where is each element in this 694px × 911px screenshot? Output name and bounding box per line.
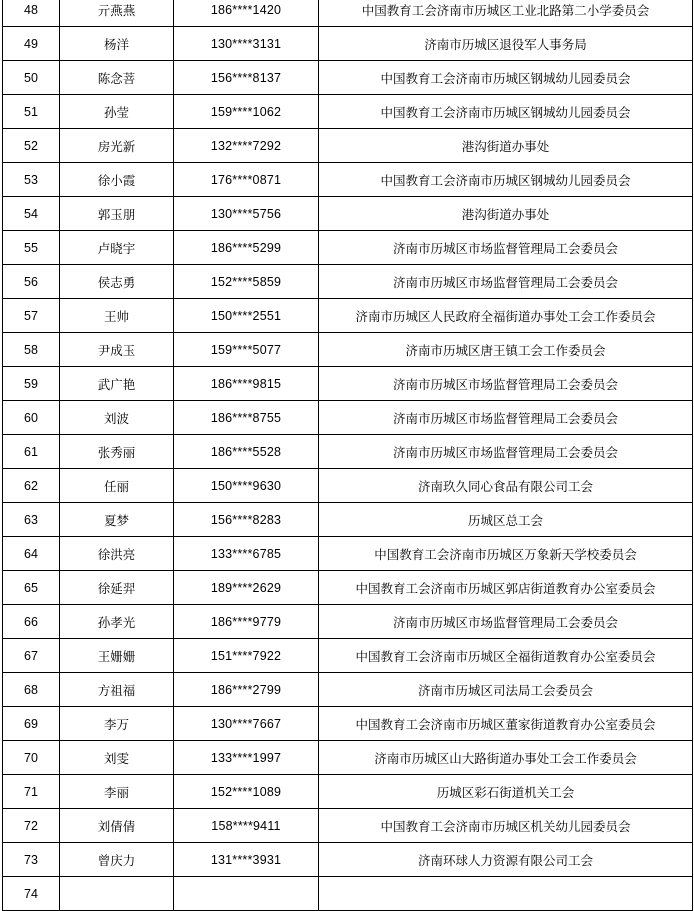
member-name: 任丽	[60, 469, 174, 503]
table-row	[3, 0, 693, 27]
member-phone: 186****9815	[174, 367, 319, 401]
member-organization: 济南市历城区市场监督管理局工会委员会	[319, 367, 693, 401]
table-row	[3, 843, 693, 877]
member-name: 徐洪亮	[60, 537, 174, 571]
member-phone: 151****7922	[174, 639, 319, 673]
table-row	[3, 299, 693, 333]
member-phone: 152****5859	[174, 265, 319, 299]
member-name: 张秀丽	[60, 435, 174, 469]
member-name: 侯志勇	[60, 265, 174, 299]
row-index: 68	[3, 673, 60, 707]
member-phone: 186****5528	[174, 435, 319, 469]
member-phone: 130****7667	[174, 707, 319, 741]
row-index: 71	[3, 775, 60, 809]
member-phone: 158****9411	[174, 809, 319, 843]
member-phone: 156****8283	[174, 503, 319, 537]
row-index: 54	[3, 197, 60, 231]
member-organization: 济南市历城区市场监督管理局工会委员会	[319, 265, 693, 299]
member-organization: 济南环球人力资源有限公司工会	[319, 843, 693, 877]
table-row	[3, 469, 693, 503]
member-organization: 济南市历城区司法局工会委员会	[319, 673, 693, 707]
table-row	[3, 503, 693, 537]
member-organization: 中国教育工会济南市历城区机关幼儿园委员会	[319, 809, 693, 843]
member-phone: 186****2799	[174, 673, 319, 707]
member-organization: 港沟街道办事处	[319, 197, 693, 231]
member-name: 亓燕燕	[60, 0, 174, 27]
row-index: 65	[3, 571, 60, 605]
row-index: 50	[3, 61, 60, 95]
member-name: 刘波	[60, 401, 174, 435]
member-phone: 186****5299	[174, 231, 319, 265]
member-organization	[319, 877, 693, 911]
table-row	[3, 367, 693, 401]
member-name: 李万	[60, 707, 174, 741]
member-organization: 济南玖久同心食品有限公司工会	[319, 469, 693, 503]
member-name: 夏梦	[60, 503, 174, 537]
row-index: 57	[3, 299, 60, 333]
row-index: 56	[3, 265, 60, 299]
table-row	[3, 605, 693, 639]
member-name: 房光新	[60, 129, 174, 163]
member-name: 陈念菩	[60, 61, 174, 95]
row-index: 70	[3, 741, 60, 775]
table-row	[3, 673, 693, 707]
row-index: 64	[3, 537, 60, 571]
member-phone: 156****8137	[174, 61, 319, 95]
member-name: 王帅	[60, 299, 174, 333]
member-phone: 186****9779	[174, 605, 319, 639]
member-organization: 港沟街道办事处	[319, 129, 693, 163]
row-index: 62	[3, 469, 60, 503]
member-organization: 中国教育工会济南市历城区全福街道教育办公室委员会	[319, 639, 693, 673]
table-row	[3, 775, 693, 809]
member-name: 孙莹	[60, 95, 174, 129]
member-name	[60, 877, 174, 911]
table-row	[3, 401, 693, 435]
member-phone: 159****5077	[174, 333, 319, 367]
member-organization: 中国教育工会济南市历城区万象新天学校委员会	[319, 537, 693, 571]
member-phone: 150****2551	[174, 299, 319, 333]
member-organization: 中国教育工会济南市历城区董家街道教育办公室委员会	[319, 707, 693, 741]
member-phone: 132****7292	[174, 129, 319, 163]
row-index: 66	[3, 605, 60, 639]
table-row	[3, 231, 693, 265]
member-phone: 133****1997	[174, 741, 319, 775]
row-index: 58	[3, 333, 60, 367]
member-name: 李丽	[60, 775, 174, 809]
member-organization: 济南市历城区市场监督管理局工会委员会	[319, 435, 693, 469]
table-row	[3, 435, 693, 469]
member-organization: 济南市历城区人民政府全福街道办事处工会工作委员会	[319, 299, 693, 333]
member-phone: 150****9630	[174, 469, 319, 503]
member-phone: 159****1062	[174, 95, 319, 129]
member-organization: 济南市历城区退役军人事务局	[319, 27, 693, 61]
member-phone	[174, 877, 319, 911]
row-index: 49	[3, 27, 60, 61]
row-index: 52	[3, 129, 60, 163]
member-name: 武广艳	[60, 367, 174, 401]
table-row	[3, 571, 693, 605]
member-phone: 176****0871	[174, 163, 319, 197]
row-index: 48	[3, 0, 60, 27]
table-row	[3, 639, 693, 673]
member-phone: 189****2629	[174, 571, 319, 605]
member-phone: 186****1420	[174, 0, 319, 27]
table-row	[3, 707, 693, 741]
table-row	[3, 809, 693, 843]
table-row	[3, 741, 693, 775]
member-name: 尹成玉	[60, 333, 174, 367]
row-index: 60	[3, 401, 60, 435]
member-organization: 中国教育工会济南市历城区工业北路第二小学委员会	[319, 0, 693, 27]
member-organization: 济南市历城区唐王镇工会工作委员会	[319, 333, 693, 367]
table-row	[3, 333, 693, 367]
member-organization: 历城区总工会	[319, 503, 693, 537]
table-row	[3, 197, 693, 231]
table-row	[3, 27, 693, 61]
row-index: 69	[3, 707, 60, 741]
member-phone: 131****3931	[174, 843, 319, 877]
row-index: 59	[3, 367, 60, 401]
member-name: 方祖福	[60, 673, 174, 707]
member-phone: 133****6785	[174, 537, 319, 571]
table-row	[3, 265, 693, 299]
row-index: 53	[3, 163, 60, 197]
member-name: 王姗姗	[60, 639, 174, 673]
row-index: 63	[3, 503, 60, 537]
member-name: 徐延羿	[60, 571, 174, 605]
row-index: 74	[3, 877, 60, 911]
member-organization: 济南市历城区山大路街道办事处工会工作委员会	[319, 741, 693, 775]
member-phone: 130****5756	[174, 197, 319, 231]
row-index: 55	[3, 231, 60, 265]
row-index: 51	[3, 95, 60, 129]
member-name: 刘倩倩	[60, 809, 174, 843]
member-phone: 130****3131	[174, 27, 319, 61]
roster-table	[2, 0, 693, 911]
member-phone: 186****8755	[174, 401, 319, 435]
member-name: 杨洋	[60, 27, 174, 61]
member-name: 郭玉朋	[60, 197, 174, 231]
member-organization: 济南市历城区市场监督管理局工会委员会	[319, 231, 693, 265]
row-index: 67	[3, 639, 60, 673]
table-row	[3, 95, 693, 129]
table-row	[3, 61, 693, 95]
member-name: 曾庆力	[60, 843, 174, 877]
member-organization: 中国教育工会济南市历城区钢城幼儿园委员会	[319, 61, 693, 95]
member-name: 孙孝光	[60, 605, 174, 639]
row-index: 73	[3, 843, 60, 877]
table-row	[3, 537, 693, 571]
member-phone: 152****1089	[174, 775, 319, 809]
member-organization: 济南市历城区市场监督管理局工会委员会	[319, 605, 693, 639]
member-name: 卢晓宇	[60, 231, 174, 265]
member-name: 徐小霞	[60, 163, 174, 197]
row-index: 61	[3, 435, 60, 469]
member-organization: 历城区彩石街道机关工会	[319, 775, 693, 809]
member-organization: 中国教育工会济南市历城区钢城幼儿园委员会	[319, 95, 693, 129]
table-row	[3, 163, 693, 197]
row-index: 72	[3, 809, 60, 843]
table-row	[3, 877, 693, 911]
roster-table-body	[3, 0, 693, 911]
member-name: 刘雯	[60, 741, 174, 775]
table-row	[3, 129, 693, 163]
member-organization: 济南市历城区市场监督管理局工会委员会	[319, 401, 693, 435]
member-organization: 中国教育工会济南市历城区郭店街道教育办公室委员会	[319, 571, 693, 605]
member-organization: 中国教育工会济南市历城区钢城幼儿园委员会	[319, 163, 693, 197]
